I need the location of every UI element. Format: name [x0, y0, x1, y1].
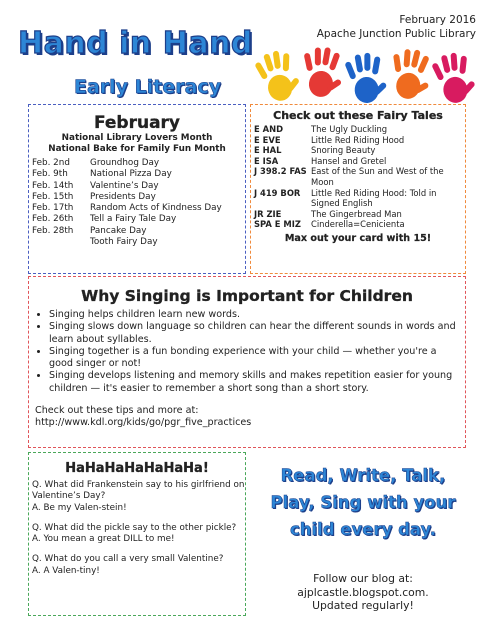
- event-date: Feb. 17th: [32, 203, 74, 214]
- book-title: The Ugly Duckling: [311, 124, 388, 134]
- event-date: Feb. 2nd: [32, 158, 70, 168]
- february-events-box: [28, 104, 246, 274]
- list-item: [254, 166, 465, 187]
- tips-note: [35, 405, 465, 430]
- blog-note: Updated regularly!: [312, 599, 414, 612]
- singing-box: [28, 276, 466, 448]
- february-events-list: [32, 158, 245, 248]
- event-date: [32, 237, 90, 248]
- cta-line: child every day.: [289, 520, 437, 539]
- list-item: [254, 124, 465, 135]
- jokes-box: [28, 452, 246, 616]
- book-title: Little Red Riding Hood: Told in Signed English: [311, 187, 437, 209]
- list-item: [254, 145, 465, 156]
- call-number: J 398.2 FAS: [254, 166, 307, 177]
- event-date: Feb. 15th: [32, 191, 74, 202]
- book-title: Snoring Beauty: [311, 145, 376, 156]
- book-title: Cinderella=Cenicienta: [311, 219, 405, 230]
- card-limit-note: Max out your card with 15!: [284, 232, 432, 244]
- list-item: [32, 192, 245, 203]
- jokes-list: [32, 480, 245, 577]
- handprint-yellow-icon: [252, 47, 303, 105]
- list-item: [32, 158, 245, 169]
- tips-link[interactable]: http://www.kdl.org/kids/go/pgr_five_practices: [35, 417, 252, 429]
- joke-question: Q. What did Frankenstein say to his girlfriend on Valentine’s Day?: [32, 480, 245, 502]
- joke-answer: A. Be my Valen-stein!: [32, 502, 127, 513]
- handprints-illustration: [250, 42, 480, 112]
- call-number: J 419 BOR: [254, 187, 301, 198]
- call-number: E AND: [254, 124, 284, 134]
- book-title: Hansel and Gretel: [311, 155, 387, 166]
- jokes-title: HaHaHaHaHaHaHa!: [65, 461, 209, 476]
- cta-line: Read, Write, Talk,: [280, 466, 446, 485]
- call-to-action: [258, 462, 468, 543]
- library-name: Apache Junction Public Library: [316, 28, 476, 40]
- list-item: • Singing slows down language so children can hear the different sounds in words and learn about syllables.: [49, 321, 465, 346]
- joke-answer: A. A Valen-tiny!: [32, 565, 100, 576]
- list-item: [254, 209, 465, 220]
- event-name: Pancake Day: [90, 225, 147, 236]
- list-item: • Singing develops listening and memory skills and makes repetition easier for young children — it's easier to remember a short song than a short story.: [49, 370, 465, 395]
- handprint-orange-icon: [386, 46, 436, 103]
- fairy-tales-title: Check out these Fairy Tales: [273, 109, 443, 122]
- joke-question: Q. What did the pickle say to the other pickle?: [32, 522, 237, 533]
- event-name: Tooth Fairy Day: [90, 237, 158, 248]
- list-item: [32, 237, 245, 248]
- singing-points-list: [29, 309, 465, 395]
- list-item: [254, 219, 465, 230]
- event-date: Feb. 28th: [32, 225, 74, 236]
- call-number: JR ZIE: [254, 208, 282, 219]
- joke-answer: A. You mean a great DILL to me!: [32, 534, 175, 545]
- list-item: [32, 169, 245, 180]
- handprint-blue-icon: [344, 51, 389, 104]
- call-number: E EVE: [254, 134, 281, 145]
- handprint-red-icon: [299, 45, 345, 99]
- book-title: East of the Sun and West of the Moon: [311, 166, 444, 187]
- blog-link[interactable]: ajplcastle.blogspot.com.: [297, 585, 429, 599]
- fairy-tales-box: [250, 104, 466, 274]
- list-item: [254, 156, 465, 167]
- event-date: Feb. 26th: [32, 214, 74, 225]
- event-name: Valentine’s Day: [90, 180, 159, 191]
- cta-line: Play, Sing with your: [270, 493, 456, 512]
- february-observance: National Library Lovers Month: [61, 133, 213, 143]
- blog-label: Follow our blog at:: [313, 572, 413, 585]
- call-number: E ISA: [254, 155, 279, 166]
- february-title: February: [93, 113, 181, 133]
- list-item: [32, 214, 245, 225]
- event-name: Presidents Day: [90, 191, 156, 202]
- list-item: [32, 181, 245, 192]
- event-name: Groundhog Day: [90, 158, 160, 168]
- event-name: National Pizza Day: [90, 169, 172, 180]
- fairy-tales-list: [254, 124, 465, 230]
- event-date: Feb. 14th: [32, 180, 74, 191]
- list-item: [32, 226, 245, 237]
- call-number: E HAL: [254, 145, 282, 156]
- issue-date: February 2016: [399, 14, 476, 26]
- call-number: SPA E MIZ: [254, 219, 301, 230]
- list-item: • Singing together is a fun bonding experience with your child — whether you're a good singer or not!: [49, 346, 465, 371]
- book-title: The Gingerbread Man: [311, 208, 402, 219]
- singing-title: Why Singing is Important for Children: [81, 287, 413, 305]
- event-name: Tell a Fairy Tale Day: [90, 214, 177, 225]
- list-item: [254, 188, 465, 209]
- book-title: Little Red Riding Hood: [311, 134, 405, 145]
- handprint-pink-icon: [430, 50, 478, 105]
- event-name: Random Acts of Kindness Day: [90, 203, 222, 214]
- february-observance: National Bake for Family Fun Month: [48, 144, 226, 154]
- list-item: [254, 135, 465, 146]
- tips-intro: Check out these tips and more at:: [35, 405, 199, 417]
- event-date: Feb. 9th: [32, 169, 68, 180]
- blog-info: [258, 572, 468, 613]
- page-title: Hand in Hand: [18, 26, 253, 61]
- list-item: [32, 203, 245, 214]
- list-item: • Singing helps children learn new words.: [49, 309, 465, 321]
- joke-question: Q. What do you call a very small Valentine?: [32, 554, 224, 565]
- page-subtitle: Early Literacy: [74, 76, 222, 98]
